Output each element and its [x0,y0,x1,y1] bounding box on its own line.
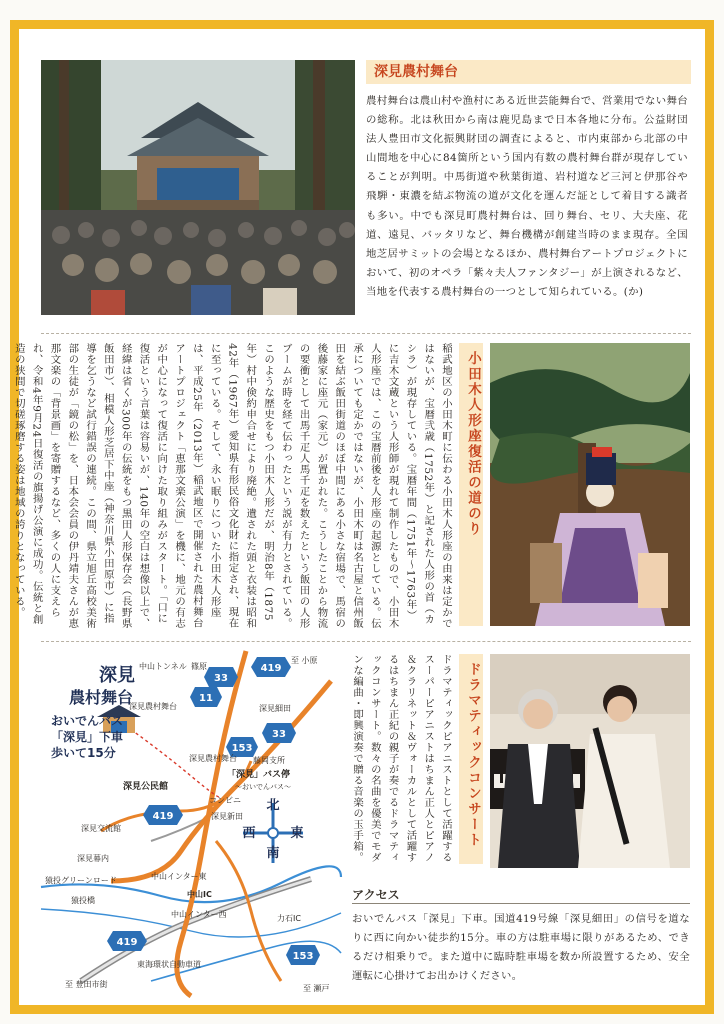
route-153-label-bottom: 153 [292,951,314,962]
map-label-nakayama-ic-east: 中山インター東 [151,872,207,881]
section3-body: ドラマティックピアニストとして活躍するスーパーピアニストはちまん正人とピアノ＆クラリネット＆ヴォーカルとして活躍するはちまん正紀の親子が奏でるドラマティックコンサート。数々の名曲を優美でモダンな編曲・即興演奏で贈る音楽の玉手箱。 [351,654,452,863]
section1-body: 農村舞台は農山村や漁村にある近世芸能舞台で、営業用でない舞台の総称。北は秋田から南は鹿児島まで日本各地に分布。公益財団法人豊田市文化振興財団の調査によると、市内東部から北部の中山間地を中心に84箇所という国内有数の農村舞台群が現存していることが判明。中馬街道や秋葉街道、岩村道など三河と伊那谷や飛騨・東濃を結ぶ物流の道が文化を運んだ証として着目する識者も多い。中でも深見町農村舞台は、回り舞台、セリ、大夫座、花道、遠見、バッタリなど、舞台機構が創建当時のまま現存。全国地芝居サミットの会場となるほか、農村舞台アートプロジェクトにおいて、初のオペラ「紫々夫人ファンタジー」が上演されるなど、当地を代表する農村舞台の一つとして知られている。(か) [366,95,689,298]
map-label-nakayama-ic-west: 中山インター西 [171,910,227,919]
map-stop-line3: 歩いて15分 [51,746,116,760]
map-label-katsurazawa: 力石IC [277,914,301,923]
map-label-fukami-shinden: 深見新田 [211,812,243,821]
map-stop-line2: 「深見」下車 [51,730,124,744]
map-label-fukami-hall: 深見公民館 [123,782,169,792]
section2-body: 稲武地区の小田木町に伝わる小田木人形座の由来は定かではないが、宝暦弐歳（1752年）と記された人形の首（カシラ）が現存している。宝暦年間（1751年〜1763年）に吉木文蔵という人形師が現れて制作したもので、小田木人形座では、この宝暦前後を人形座の起源としている。伝承についても定かではないが、小田木町は名古屋と信州飯田を結ぶ飯田街道のほぼ中間にある小さな宿場で、馬宿の後藤家に座元（家元）が置かれた。こうしたことから物流の要衝として出馬千疋人馬千疋を数えたという飯田の人形ブームが時を経て伝わったという説が有力とされている。このような歴史をもつ小田木人形だが、明治8年（1875年）村中倹約申合せにより廃絶。遺された頭と衣装は昭和42年（1967年）愛知県有形民俗文化財に指定され、現在に至っている。そして、永い眠りについた小田木人形座は、平成25年（2013年）稲武地区で開催された農村舞台アートプロジェクト「恵那文楽公演」を機に、地元の有志が中心になって復活に向けた取り組みがスタート。「口に復活という言葉は容易いが、140年の空白は想像以上で、経緯は省くが300年の伝統をもつ黒田人形保存会（長野県飯田市）、相模人形芝居下中座（神奈川県小田原市）に指導を乞うなど試行錯誤の連続。この間、県立旭丘高校美術部の生徒が「鏡の松」を、日本会会員の伊丹靖夫さんが恵那文楽の「背景画」を寄贈するなど、多くの人に支えられ、令和4年9月24日復活の旗揚げ公演に成功。伝統と創造の狭間で切磋琢磨する姿は地域の誇りとなっている。 [12,343,452,629]
map-label-expressway: 東海環状自動車道 [137,960,201,969]
access-body: おいでんバス「深見」下車。国道419号線「深見細田」の信号を道なりに西に向かい徒歩約15分。車の方は駐車場に限りがあるため、できるだけ相乗りで。また道中に臨時駐車場を数か所設置するため、安全運転に心掛けてお出かけください。 [352,913,690,982]
access-rule [352,903,690,904]
map-label-conbini: コンビニ [209,796,241,805]
map-label-to-toyotashi: 至 豊田市街 [65,980,108,989]
map-label-bus-sub: 〜おいでんバス〜 [235,783,291,791]
map-stop-line1: おいでんバス [51,714,124,728]
route-419-label-top: 419 [260,663,282,674]
map-title-line1: 深見 [99,665,135,686]
divider-2 [41,641,691,642]
access-map [41,651,341,1001]
route-33-label-top: 33 [214,673,228,684]
map-label-fukami-butai-sign: 深見農村舞台 [189,754,237,763]
map-label-fukami-butai-small: 深見農村舞台 [129,702,177,711]
map-label-fujioka-branch: 藤岡支所 [253,756,285,765]
compass-rose [242,798,303,863]
map-label-sanage-road: 猿投グリーンロード [45,876,117,885]
noson-butai-photo [41,60,355,315]
map-label-fukami-hosoda: 深見細田 [259,704,291,713]
compass-east: 東 [290,826,304,841]
compass-south: 南 [266,846,280,861]
map-label-to-seto: 至 瀬戸 [303,984,330,993]
compass-north: 北 [266,798,280,813]
compass-west: 西 [242,826,256,841]
map-label-to-obara: 至 小原 [291,656,318,665]
map-label-nakayama-ic: 中山IC [187,890,212,899]
route-33-label-mid: 33 [272,729,286,740]
access-label: アクセス [352,888,400,902]
route-11-label: 11 [199,693,213,704]
section1-title: 深見農村舞台 [366,60,691,84]
route-153-label: 153 [231,743,253,754]
section3-title: ドラマティックコンサート [459,654,483,864]
map-label-nakayama-tunnel: 中山トンネル [139,662,187,671]
map-label-fukami-koryukan: 深見交流館 [81,824,121,833]
map-title-line2: 農村舞台 [69,688,134,707]
map-label-sanage-bridge: 猿投橋 [71,896,95,905]
section2-title: 小田木人形座復活の道のり [459,343,483,626]
bunraku-puppet-photo [490,343,690,626]
route-419-label-mid: 419 [152,811,174,822]
divider-1 [41,333,691,334]
concert-performers-photo [490,654,690,868]
map-label-bus-stop: 「深見」バス停 [227,770,291,780]
map-label-shinohara: 篠原 [191,662,207,671]
route-419-label-bottom: 419 [116,937,138,948]
map-label-inazuma: 深見幕内 [77,854,109,863]
